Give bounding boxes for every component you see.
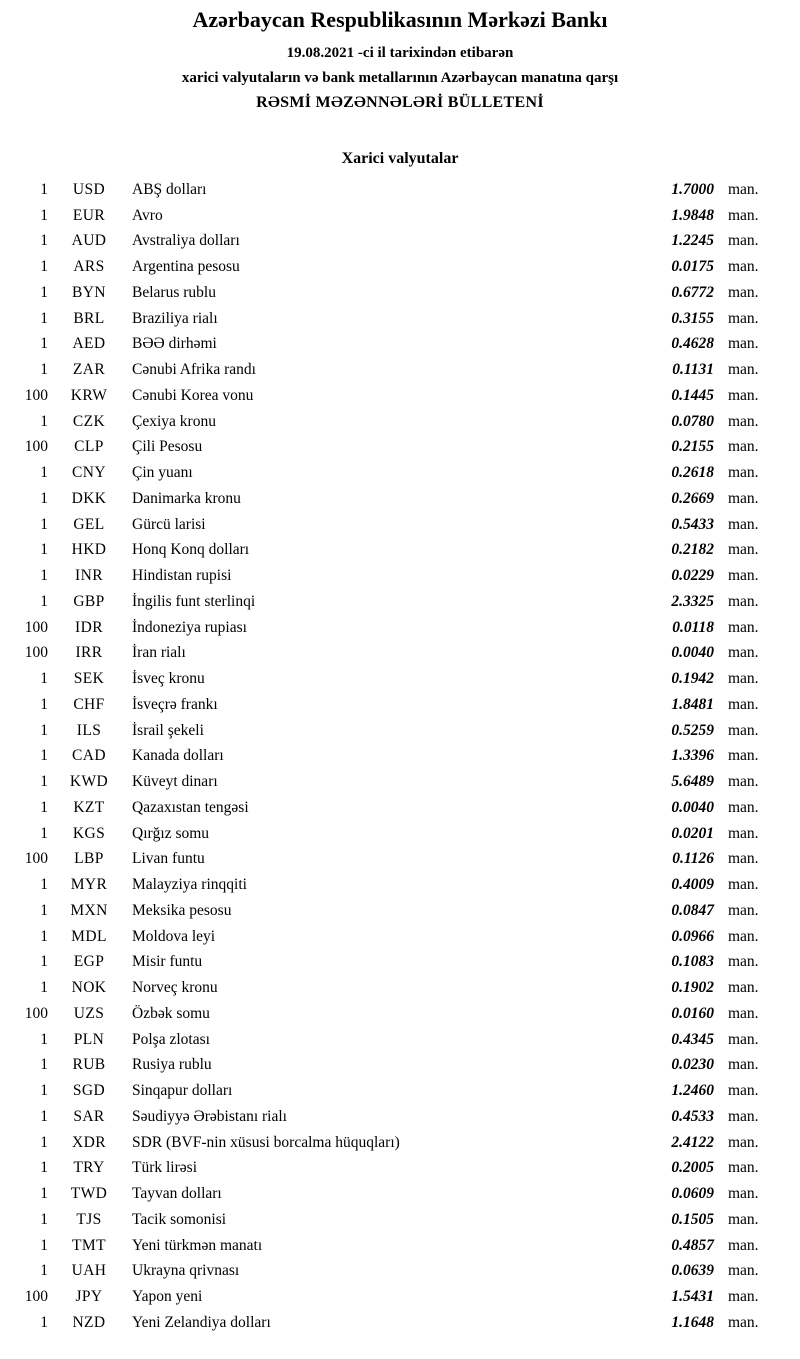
row-currency-name: Özbək somu (132, 1004, 210, 1022)
row-currency-name: Cənubi Afrika randı (132, 361, 256, 379)
row-rate: 0.2155 (671, 438, 714, 456)
table-row (14, 383, 770, 409)
row-currency-name: İsveçrə frankı (132, 695, 218, 713)
row-nominal: 1 (40, 798, 48, 816)
row-unit: man. (728, 1004, 759, 1022)
row-currency-name: Yapon yeni (132, 1288, 203, 1306)
row-rate: 0.5259 (671, 721, 714, 739)
row-nominal: 1 (40, 979, 48, 997)
table-row (14, 1310, 770, 1336)
table-row (14, 847, 770, 873)
row-unit: man. (728, 232, 759, 250)
row-unit: man. (728, 1185, 759, 1203)
row-nominal: 100 (24, 644, 48, 662)
row-nominal: 1 (40, 206, 48, 224)
row-nominal: 1 (40, 1262, 48, 1280)
row-currency-name: İngilis funt sterlinqi (132, 592, 256, 610)
row-currency-code: TWD (70, 1185, 108, 1203)
row-nominal: 1 (40, 927, 48, 945)
table-row (14, 1284, 770, 1310)
table-row (14, 1181, 770, 1207)
row-nominal: 1 (40, 464, 48, 482)
table-row (14, 409, 770, 435)
row-currency-code: AED (72, 335, 106, 353)
row-currency-code: USD (72, 180, 106, 198)
row-currency-code: XDR (72, 1133, 106, 1151)
row-currency-name: BƏƏ dirhəmi (132, 335, 217, 353)
row-nominal: 1 (40, 1030, 48, 1048)
row-currency-code: KGS (72, 824, 106, 842)
row-rate: 0.2182 (671, 541, 714, 559)
row-nominal: 100 (24, 1288, 48, 1306)
row-currency-code: RUB (72, 1056, 106, 1074)
subtitle-line: xarici valyutaların və bank metallarının Azərbaycan manatına qarşı (181, 70, 619, 86)
table-row (14, 254, 770, 280)
row-currency-name: Tacik somonisi (132, 1210, 227, 1228)
row-unit: man. (728, 1056, 759, 1074)
table-row (14, 1078, 770, 1104)
row-rate: 0.0847 (671, 901, 714, 919)
row-currency-name: İran rialı (132, 644, 186, 662)
table-row (14, 435, 770, 461)
row-unit: man. (728, 876, 759, 894)
row-currency-code: MYR (70, 876, 108, 894)
row-currency-code: SAR (73, 1107, 105, 1125)
row-currency-code: ILS (76, 721, 102, 739)
row-currency-code: MXN (70, 901, 108, 919)
row-unit: man. (728, 773, 759, 791)
row-currency-code: HKD (71, 541, 107, 559)
table-row (14, 1027, 770, 1053)
row-unit: man. (728, 258, 759, 276)
row-currency-code: SGD (72, 1082, 106, 1100)
table-row (14, 280, 770, 306)
row-unit: man. (728, 1133, 759, 1151)
row-nominal: 1 (40, 412, 48, 430)
row-currency-name: Qazaxıstan tengəsi (132, 798, 249, 816)
table-row (14, 718, 770, 744)
row-unit: man. (728, 515, 759, 533)
row-rate: 1.2460 (671, 1082, 714, 1100)
row-rate: 0.4009 (671, 876, 714, 894)
row-nominal: 1 (40, 592, 48, 610)
row-unit: man. (728, 1236, 759, 1254)
row-currency-code: CZK (72, 412, 106, 430)
table-row (14, 1156, 770, 1182)
row-currency-code: ZAR (72, 361, 106, 379)
table-row (14, 306, 770, 332)
row-rate: 0.2669 (671, 489, 714, 507)
row-currency-code: EGP (73, 953, 105, 971)
row-unit: man. (728, 747, 759, 765)
row-unit: man. (728, 386, 759, 404)
row-rate: 0.4628 (671, 335, 714, 353)
row-unit: man. (728, 953, 759, 971)
row-rate: 1.3396 (671, 747, 714, 765)
row-unit: man. (728, 1288, 759, 1306)
row-nominal: 1 (40, 1133, 48, 1151)
row-currency-name: ABŞ dolları (132, 180, 207, 198)
table-row (14, 177, 770, 203)
row-nominal: 100 (24, 1004, 48, 1022)
row-currency-name: Hindistan rupisi (132, 567, 232, 585)
row-currency-code: GEL (73, 515, 105, 533)
table-row (14, 744, 770, 770)
row-unit: man. (728, 670, 759, 688)
row-currency-name: Honq Konq dolları (132, 541, 250, 559)
row-unit: man. (728, 412, 759, 430)
table-row (14, 486, 770, 512)
table-row (14, 229, 770, 255)
section-title: Xarici valyutalar (341, 150, 459, 167)
row-nominal: 1 (40, 180, 48, 198)
table-row (14, 589, 770, 615)
row-nominal: 1 (40, 953, 48, 971)
row-unit: man. (728, 1313, 759, 1331)
row-currency-name: Moldova leyi (132, 927, 216, 945)
table-row (14, 538, 770, 564)
row-unit: man. (728, 850, 759, 868)
row-nominal: 100 (24, 438, 48, 456)
table-row (14, 641, 770, 667)
row-rate: 0.0609 (671, 1185, 714, 1203)
row-currency-code: JPY (75, 1288, 103, 1306)
row-unit: man. (728, 361, 759, 379)
row-currency-code: KWD (69, 773, 109, 791)
row-rate: 0.0201 (671, 824, 714, 842)
row-nominal: 1 (40, 824, 48, 842)
table-row (14, 872, 770, 898)
row-currency-code: PLN (73, 1030, 105, 1048)
row-currency-name: Türk lirəsi (132, 1159, 197, 1177)
row-currency-name: Çin yuanı (132, 464, 193, 482)
row-rate: 0.0040 (671, 644, 714, 662)
row-currency-name: İndoneziya rupiası (132, 618, 247, 636)
row-nominal: 1 (40, 541, 48, 559)
row-unit: man. (728, 618, 759, 636)
row-rate: 2.3325 (671, 592, 714, 610)
row-rate: 0.4857 (671, 1236, 714, 1254)
row-currency-code: IRR (75, 644, 103, 662)
row-nominal: 1 (40, 1159, 48, 1177)
row-unit: man. (728, 1210, 759, 1228)
row-nominal: 1 (40, 1185, 48, 1203)
row-nominal: 100 (24, 618, 48, 636)
table-row (14, 950, 770, 976)
row-nominal: 1 (40, 773, 48, 791)
row-unit: man. (728, 489, 759, 507)
row-currency-code: KZT (73, 798, 105, 816)
row-rate: 0.1942 (671, 670, 714, 688)
row-unit: man. (728, 1030, 759, 1048)
row-currency-name: Avro (132, 206, 163, 224)
row-nominal: 1 (40, 1210, 48, 1228)
row-rate: 1.1648 (671, 1313, 714, 1331)
table-row (14, 1233, 770, 1259)
row-nominal: 1 (40, 901, 48, 919)
row-unit: man. (728, 901, 759, 919)
row-currency-name: Tayvan dolları (132, 1185, 222, 1203)
table-row (14, 821, 770, 847)
row-nominal: 1 (40, 1056, 48, 1074)
row-currency-code: KRW (70, 386, 108, 404)
row-currency-code: NZD (72, 1313, 106, 1331)
row-currency-name: Livan funtu (132, 850, 205, 868)
row-nominal: 1 (40, 670, 48, 688)
row-nominal: 1 (40, 695, 48, 713)
row-currency-code: AUD (71, 232, 107, 250)
row-currency-name: Misir funtu (132, 953, 203, 971)
table-row (14, 769, 770, 795)
row-unit: man. (728, 592, 759, 610)
row-currency-code: MDL (71, 927, 107, 945)
table-row (14, 898, 770, 924)
table-row (14, 1130, 770, 1156)
rates-table (0, 177, 800, 1336)
row-nominal: 1 (40, 232, 48, 250)
row-rate: 1.9848 (671, 206, 714, 224)
row-currency-name: SDR (BVF-nin xüsusi borcalma hüquqları) (132, 1133, 400, 1151)
row-currency-name: Səudiyyə Ərəbistanı rialı (132, 1107, 287, 1125)
row-currency-code: CHF (73, 695, 105, 713)
row-rate: 5.6489 (671, 773, 714, 791)
row-currency-name: Küveyt dinarı (132, 773, 218, 791)
table-row (14, 975, 770, 1001)
row-currency-name: Ukrayna qrivnası (132, 1262, 240, 1280)
row-unit: man. (728, 1159, 759, 1177)
row-currency-code: ARS (73, 258, 105, 276)
row-currency-name: Rusiya rublu (132, 1056, 212, 1074)
row-nominal: 1 (40, 876, 48, 894)
row-rate: 0.6772 (671, 283, 714, 301)
table-row (14, 460, 770, 486)
row-unit: man. (728, 1107, 759, 1125)
row-currency-code: UZS (73, 1004, 105, 1022)
row-currency-code: SEK (73, 670, 105, 688)
row-rate: 0.1902 (671, 979, 714, 997)
row-rate: 0.0229 (671, 567, 714, 585)
row-unit: man. (728, 798, 759, 816)
row-currency-code: CNY (72, 464, 106, 482)
row-rate: 2.4122 (671, 1133, 714, 1151)
table-row (14, 332, 770, 358)
row-currency-name: Kanada dolları (132, 747, 224, 765)
row-currency-name: Sinqapur dolları (132, 1082, 233, 1100)
row-currency-name: Malayziya rinqqiti (132, 876, 247, 894)
row-unit: man. (728, 927, 759, 945)
row-nominal: 1 (40, 747, 48, 765)
row-rate: 0.3155 (671, 309, 714, 327)
row-nominal: 1 (40, 258, 48, 276)
row-currency-code: CAD (72, 747, 106, 765)
row-currency-name: Argentina pesosu (132, 258, 240, 276)
row-unit: man. (728, 824, 759, 842)
table-row (14, 666, 770, 692)
row-rate: 0.0780 (671, 412, 714, 430)
row-rate: 0.4345 (671, 1030, 714, 1048)
bulletin-title: RƏSMİ MƏZƏNNƏLƏRİ BÜLLETENİ (256, 94, 544, 111)
row-unit: man. (728, 1262, 759, 1280)
table-row (14, 1104, 770, 1130)
row-unit: man. (728, 335, 759, 353)
row-currency-name: Polşa zlotası (132, 1030, 210, 1048)
table-row (14, 1207, 770, 1233)
row-rate: 0.0040 (671, 798, 714, 816)
row-currency-code: BRL (73, 309, 105, 327)
row-nominal: 1 (40, 567, 48, 585)
row-unit: man. (728, 283, 759, 301)
row-rate: 1.2245 (671, 232, 714, 250)
row-currency-code: LBP (74, 850, 104, 868)
row-currency-name: Cənubi Korea vonu (132, 386, 254, 404)
row-rate: 0.0175 (671, 258, 714, 276)
row-nominal: 1 (40, 1107, 48, 1125)
row-rate: 1.8481 (671, 695, 714, 713)
row-rate: 0.0639 (671, 1262, 714, 1280)
table-row (14, 692, 770, 718)
table-row (14, 563, 770, 589)
row-rate: 0.0966 (671, 927, 714, 945)
row-rate: 0.0118 (672, 618, 714, 636)
row-unit: man. (728, 180, 759, 198)
page-title: Azərbaycan Respublikasının Mərkəzi Bankı (192, 7, 608, 32)
row-unit: man. (728, 644, 759, 662)
row-unit: man. (728, 438, 759, 456)
row-currency-name: Yeni türkmən manatı (132, 1236, 263, 1254)
row-unit: man. (728, 567, 759, 585)
row-rate: 0.2005 (671, 1159, 714, 1177)
row-rate: 0.1083 (671, 953, 714, 971)
row-currency-code: CLP (74, 438, 104, 456)
row-rate: 1.5431 (671, 1288, 714, 1306)
row-rate: 0.5433 (671, 515, 714, 533)
row-currency-code: IDR (75, 618, 103, 636)
row-currency-name: Avstraliya dolları (132, 232, 240, 250)
row-currency-name: İsveç kronu (132, 670, 205, 688)
row-rate: 1.7000 (671, 180, 714, 198)
row-currency-name: Çexiya kronu (132, 412, 216, 430)
row-nominal: 1 (40, 515, 48, 533)
row-currency-name: Norveç kronu (132, 979, 218, 997)
row-currency-code: TRY (73, 1159, 105, 1177)
row-currency-name: Çili Pesosu (132, 438, 203, 456)
row-unit: man. (728, 721, 759, 739)
row-nominal: 1 (40, 1082, 48, 1100)
table-row (14, 1001, 770, 1027)
row-nominal: 100 (24, 386, 48, 404)
row-unit: man. (728, 541, 759, 559)
table-row (14, 512, 770, 538)
row-currency-name: Yeni Zelandiya dolları (132, 1313, 271, 1331)
table-row (14, 924, 770, 950)
row-unit: man. (728, 206, 759, 224)
row-nominal: 1 (40, 335, 48, 353)
row-currency-name: Gürcü larisi (132, 515, 206, 533)
row-currency-code: EUR (72, 206, 106, 224)
row-unit: man. (728, 695, 759, 713)
date-line: 19.08.2021 -ci il tarixindən etibarən (286, 45, 514, 61)
row-nominal: 1 (40, 489, 48, 507)
row-rate: 0.1445 (671, 386, 714, 404)
row-rate: 0.2618 (671, 464, 714, 482)
row-rate: 0.0230 (671, 1056, 714, 1074)
row-currency-code: DKK (71, 489, 107, 507)
row-rate: 0.1131 (672, 361, 714, 379)
row-currency-code: BYN (72, 283, 106, 301)
table-row (14, 203, 770, 229)
table-row (14, 1259, 770, 1285)
row-nominal: 1 (40, 1236, 48, 1254)
row-unit: man. (728, 464, 759, 482)
row-rate: 0.4533 (671, 1107, 714, 1125)
table-row (14, 357, 770, 383)
row-rate: 0.0160 (671, 1004, 714, 1022)
row-currency-name: İsrail şekeli (132, 721, 204, 739)
row-currency-name: Qırğız somu (132, 824, 210, 842)
row-currency-name: Meksika pesosu (132, 901, 232, 919)
row-currency-code: NOK (71, 979, 107, 997)
row-nominal: 1 (40, 721, 48, 739)
row-nominal: 1 (40, 361, 48, 379)
row-currency-name: Braziliya rialı (132, 309, 218, 327)
table-row (14, 795, 770, 821)
row-nominal: 1 (40, 283, 48, 301)
row-currency-code: UAH (71, 1262, 107, 1280)
row-unit: man. (728, 979, 759, 997)
row-currency-code: GBP (73, 592, 105, 610)
row-currency-code: TMT (72, 1236, 106, 1254)
row-currency-code: INR (75, 567, 103, 585)
row-nominal: 1 (40, 1313, 48, 1331)
table-row (14, 615, 770, 641)
row-rate: 0.1505 (671, 1210, 714, 1228)
row-rate: 0.1126 (672, 850, 714, 868)
row-unit: man. (728, 1082, 759, 1100)
row-nominal: 1 (40, 309, 48, 327)
row-nominal: 100 (24, 850, 48, 868)
row-currency-name: Danimarka kronu (132, 489, 241, 507)
row-unit: man. (728, 309, 759, 327)
table-row (14, 1053, 770, 1079)
document-header (0, 0, 800, 112)
row-currency-code: TJS (76, 1210, 102, 1228)
row-currency-name: Belarus rublu (132, 283, 216, 301)
